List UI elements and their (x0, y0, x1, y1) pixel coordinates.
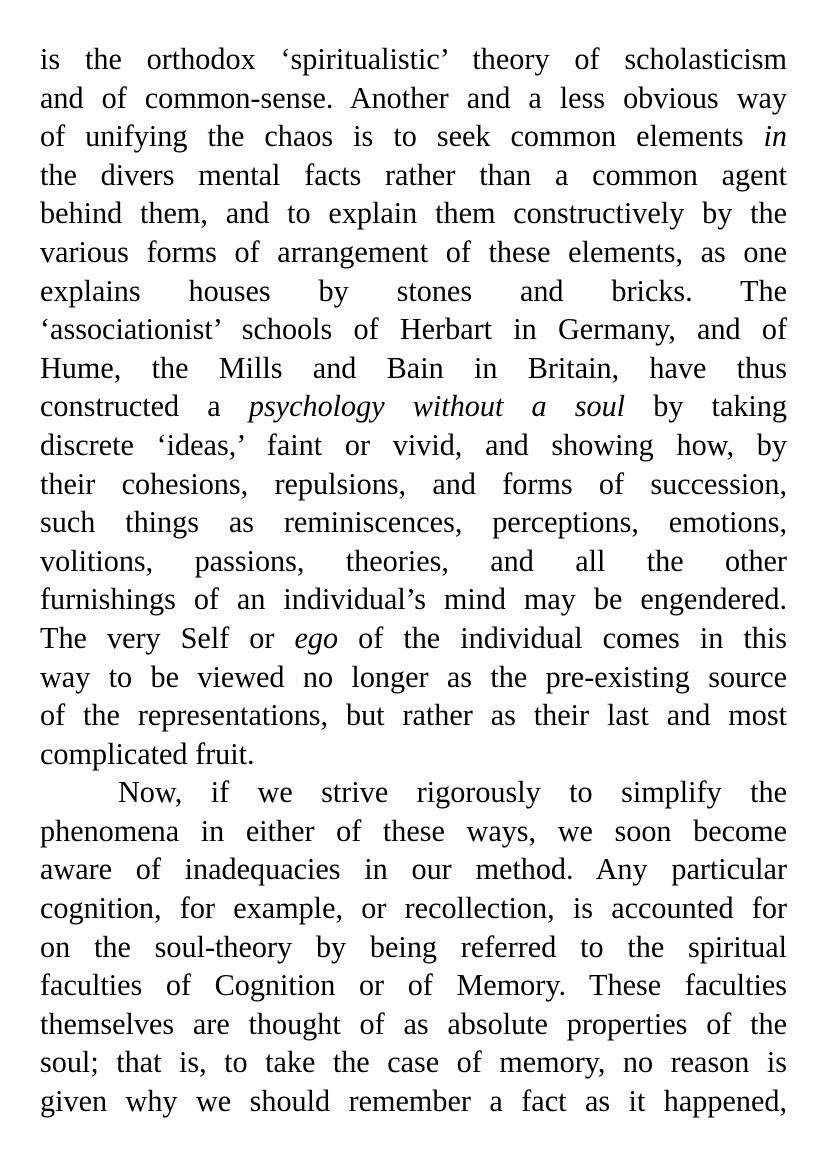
text-line: of the representations, but rather as their last and most (40, 698, 787, 733)
text-run: The very Self or (40, 620, 295, 655)
text-run: of unifying the chaos is to seek common elements (40, 119, 764, 154)
text-line: ‘associationist’ schools of Herbart in Germany, and of (40, 312, 787, 347)
text-line: Now, if we strive rigorously to simplify the (118, 775, 787, 810)
document-page (40, 40, 787, 1121)
text-line (40, 117, 787, 156)
text-run: of the individual comes in this (338, 620, 787, 655)
italic-text: psychology without a soul (248, 389, 626, 424)
text-line: complicated fruit. (40, 736, 255, 771)
text-line: given why we should remember a fact as it happened, (40, 1084, 787, 1119)
text-run: by taking (625, 389, 788, 424)
text-line: Hume, the Mills and Bain in Britain, have thus (40, 350, 787, 385)
text-line: soul; that is, to take the case of memory, no reason is (40, 1045, 787, 1080)
text-line: their cohesions, repulsions, and forms of succession, (40, 466, 787, 501)
text-line: the divers mental facts rather than a common agent (40, 157, 787, 192)
text-line: phenomena in either of these ways, we soon become (40, 813, 787, 848)
text-line: aware of inadequacies in our method. Any particular (40, 852, 787, 887)
text-line: and of common-sense. Another and a less obvious way (40, 80, 787, 115)
text-line (40, 619, 787, 658)
italic-text: in (763, 119, 787, 154)
text-line: cognition, for example, or recollection, is accounted for (40, 891, 787, 926)
text-line: faculties of Cognition or of Memory. These faculties (40, 968, 787, 1003)
text-line (40, 387, 787, 426)
text-line: is the orthodox ‘spiritualistic’ theory of scholasticism (40, 42, 787, 76)
text-line: way to be viewed no longer as the pre-existing source (40, 659, 787, 694)
text-run: constructed a (40, 389, 249, 424)
text-line: themselves are thought of as absolute properties of the (40, 1006, 787, 1041)
text-line: discrete ‘ideas,’ faint or vivid, and showing how, by (40, 427, 787, 462)
text-line: explains houses by stones and bricks. The (40, 273, 787, 308)
text-line: such things as reminiscences, perceptions, emotions, (40, 505, 787, 540)
paragraph-1 (40, 40, 787, 773)
text-line: furnishings of an individual’s mind may be engendered. (40, 582, 787, 617)
text-line: behind them, and to explain them constructively by the (40, 196, 787, 231)
text-line: volitions, passions, theories, and all the other (40, 543, 787, 578)
text-line: various forms of arrangement of these elements, as one (40, 234, 787, 269)
italic-text: ego (294, 620, 339, 655)
paragraph-2 (40, 773, 787, 1120)
text-line: on the soul-theory by being referred to the spiritual (40, 929, 787, 964)
